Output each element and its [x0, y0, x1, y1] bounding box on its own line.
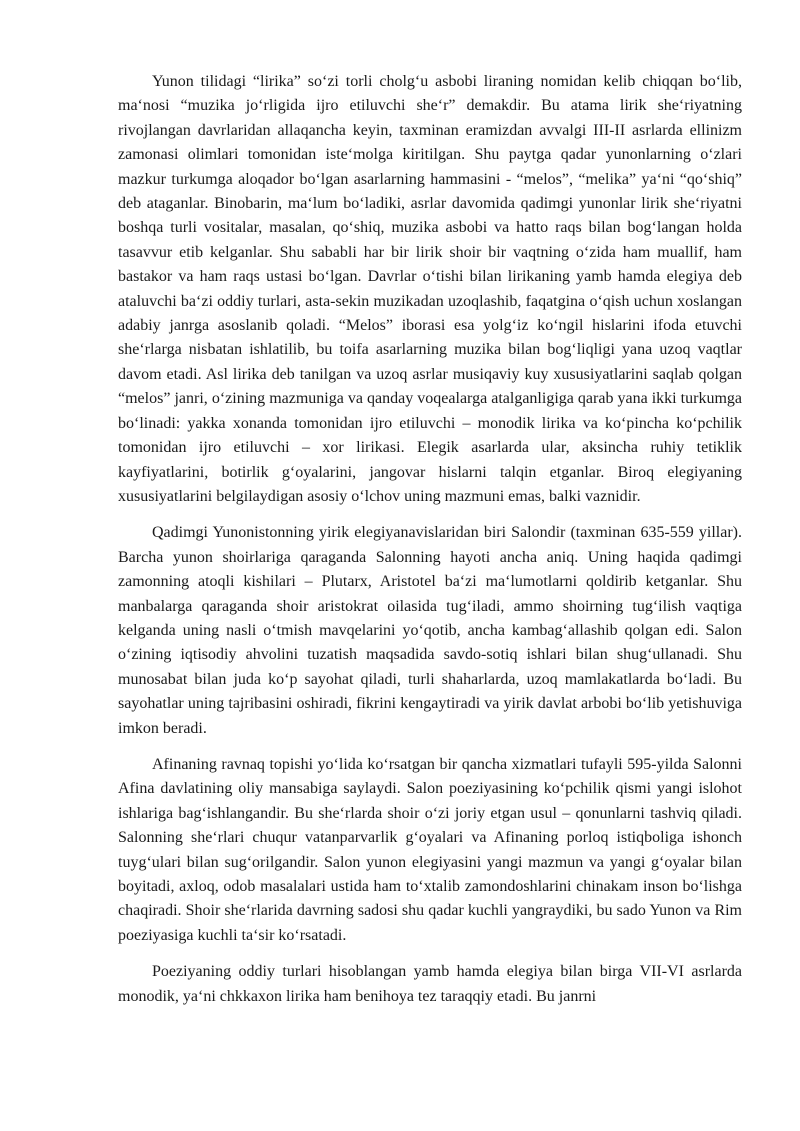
paragraph-salon-poetry: Afinaning ravnaq topishi yo‘lida ko‘rsatgan bir qancha xizmatlari tufayli 595-yilda Salonni Afina davlatining oliy mansabiga saylaydi. Salon poeziyasining ko‘pchilik qismi yangi islohot ishlariga bag‘ishlangandir. Bu she‘rlarda shoir o‘zi joriy etgan usul – qonunlarni tashviq qiladi. Salonning she‘rlari chuqur vatanparvarlik g‘oyalari va Afinaning porloq istiqboliga ishonch tuyg‘ulari bilan sug‘orilgandir. Salon yunon elegiyasini yangi mazmun va yangi g‘oyalar bilan boyitadi, axloq, odob masalalari ustida ham to‘xtalib zamondoshlarini chinakam inson bo‘lishga chaqiradi. Shoir she‘rlarida davrning sadosi shu qadar kuchli yangraydiki, bu sado Yunon va Rim poeziyasiga kuchli ta‘sir ko‘rsatadi. [118, 755, 742, 944]
paragraph-monodic-lyric: Poeziyaning oddiy turlari hisoblangan yamb hamda elegiya bilan birga VII-VI asrlarda monodik, ya‘ni chkkaxon lirika ham benihoya tez taraqqiy etadi. Bu janrni [118, 963, 742, 1005]
paragraph-salon-biography: Qadimgi Yunonistonning yirik elegiyanavislaridan biri Salondir (taxminan 635-559 yillar). Barcha yunon shoirlariga qaraganda Salonning hayoti ancha aniq. Uning haqida qadimgi zamonning atoqli kishilari – Plutarx, Aristotel ba‘zi ma‘lumotlarni qoldirib ketganlar. Shu manbalarga qaraganda shoir aristokrat oilasida tug‘iladi, ammo shoirning tug‘ilish vaqtiga kelganda uning nasli o‘tmish mavqelarini yo‘qotib, ancha kambag‘allashib qolgan edi. Salon o‘zining iqtisodiy ahvolini tuzatish maqsadida savdo-sotiq ishlari bilan shug‘ullanadi. Shu munosabat bilan juda ko‘p sayohat qiladi, turli shaharlarda, uzoq mamlakatlarda bo‘ladi. Bu sayohatlar uning tajribasini oshiradi, fikrini kengaytiradi va yirik davlat arbobi bo‘lib yetishuviga imkon beradi. [118, 524, 742, 737]
paragraph-lyric-origin: Yunon tilidagi “lirika” so‘zi torli cholg‘u asbobi liraning nomidan kelib chiqqan bo‘lib, ma‘nosi “muzika jo‘rligida ijro etiluvchi she‘r” demakdir. Bu atama lirik she‘riyatning rivojlangan davrlaridan allaqancha keyin, taxminan eramizdan avvalgi III-II asrlarda ellinizm zamonasi olimlari tomonidan iste‘molga kiritilgan. Shu paytga qadar yunonlarning o‘zlari mazkur turkumga aloqador bo‘lgan asarlarning hammasini - “melos”, “melika” ya‘ni “qo‘shiq” deb ataganlar. Binobarin, ma‘lum bo‘ladiki, asrlar davomida qadimgi yunonlar lirik she‘riyatni boshqa turli vositalar, masalan, qo‘shiq, muzika asbobi va hatto raqs bilan bog‘langan holda tasavvur etib kelganlar. Shu sababli har bir lirik shoir bir vaqtning o‘zida ham muallif, ham bastakor va ham raqs ustasi bo‘lgan. Davrlar o‘tishi bilan lirikaning yamb hamda elegiya deb ataluvchi ba‘zi oddiy turlari, asta-sekin muzikadan uzoqlashib, faqatgina o‘qish uchun xoslangan adabiy janrga asoslanib qoladi. “Melos” iborasi esa yolg‘iz ko‘ngil hislarini ifoda etuvchi she‘rlarga nisbatan ishlatilib, bu toifa asarlarning muzika bilan bog‘liqligi yana uzoq vaqtlar davom etadi. Asl lirika deb tanilgan va uzoq asrlar musiqaviy kuy xususiyatlarini saqlab qolgan “melos” janri, o‘zining mazmuniga va qanday voqealarga atalganligiga qarab yana ikki turkumga bo‘linadi: yakka xonanda tomonidan ijro etiluvchi – monodik lirika va ko‘pincha ko‘pchilik tomonidan ijro etiluvchi – xor lirikasi. Elegik asarlarda ular, aksincha ruhiy tetiklik kayfiyatlarini, botirlik g‘oyalarini, jangovar hislarni talqin etganlar. Biroq elegiyaning xususiyatlarini belgilaydigan asosiy o‘lchov uning mazmuni emas, balki vaznidir. [118, 73, 742, 505]
document-page [118, 70, 742, 1009]
